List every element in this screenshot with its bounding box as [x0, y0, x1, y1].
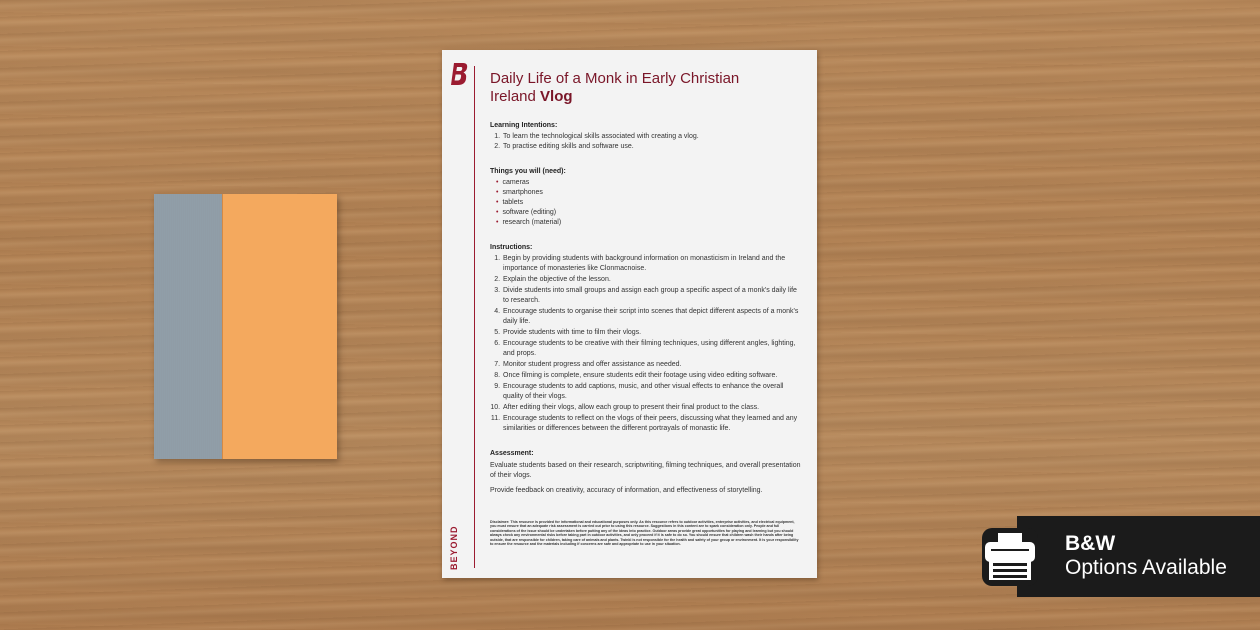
- list-item: 4. Encourage students to organise their script into scenes that depict different aspects of a monk's daily life.: [502, 307, 801, 327]
- learning-list: [490, 132, 801, 152]
- list-item: 6. Encourage students to be creative with their filming techniques, using different angles, lighting, and props.: [502, 339, 801, 359]
- list-item: 9. Encourage students to add captions, music, and other visual effects to enhance the overall quality of their vlogs.: [502, 382, 801, 402]
- title-line-2: Ireland: [490, 88, 541, 105]
- brand-vertical-text: BEYOND: [449, 525, 459, 570]
- list-item: 2. To practise editing skills and software use.: [502, 142, 801, 152]
- assessment-heading: Assessment:: [490, 450, 534, 457]
- assessment-paragraph-1: Evaluate students based on their research, scriptwriting, filming techniques, and overall presentation of their vlogs.: [490, 462, 801, 479]
- things-list: [490, 178, 801, 228]
- badge-subtitle: Options Available: [1065, 556, 1227, 579]
- list-item: • smartphones: [496, 188, 801, 198]
- list-item: 10. After editing their vlogs, allow each group to present their final product to the class.: [502, 403, 801, 413]
- assessment-paragraph-2: Provide feedback on creativity, accuracy of information, and effectiveness of storytelling.: [490, 487, 763, 494]
- notebook: [154, 194, 337, 459]
- margin-rule: [474, 66, 475, 568]
- title-line-1: Daily Life of a Monk in Early Christian: [490, 70, 740, 87]
- instructions-heading: Instructions:: [490, 244, 533, 251]
- printer-icon: [964, 526, 1056, 588]
- list-item: • research (material): [496, 218, 801, 228]
- things-heading: Things you will (need):: [490, 168, 566, 175]
- list-item: • software (editing): [496, 208, 801, 218]
- list-item: 8. Once filming is complete, ensure students edit their footage using video editing software.: [502, 371, 801, 381]
- list-item: 1. To learn the technological skills associated with creating a vlog.: [502, 132, 801, 142]
- disclaimer-text: Disclaimer: This resource is provided for informational and educational purposes only. As this resource refers to outdoor activities, enterprise activities, and electrical equipment, you must ensure that an adequate risk assessment is carried out prior to using this resource. Suggestions in this content are to spark consideration only. People and full considerations of the issue should be undertaken before putting any of the ideas into practice. Outdoor areas provide great opportunities for playing and learning but you should always check any environmental risks before taking part in outdoor activities, and only proceed if it is safe to do so. You should ensure that children wash their hands after being outside, that are responsible for children, taking care of animals and plants. Twinkl is not responsible for the health and safety of your group or environment. It is your responsibility to ensure the resource and the materials including if concerns are safe and appropriate to use in your situation.: [490, 520, 799, 547]
- list-item: • cameras: [496, 178, 801, 188]
- list-item: 2. Explain the objective of the lesson.: [502, 275, 801, 285]
- list-item: 3. Divide students into small groups and assign each group a specific aspect of a monk's daily life to research.: [502, 286, 801, 306]
- notebook-cover: [222, 194, 337, 459]
- beyond-b-logo-icon: [450, 60, 470, 88]
- title-bold-word: Vlog: [540, 88, 573, 105]
- badge-title: B&W: [1065, 532, 1116, 555]
- list-item: 11. Encourage students to reflect on the vlogs of their peers, discussing what they learned and any similarities or differences between the different portrayals of monastic life.: [502, 414, 801, 434]
- list-item: • tablets: [496, 198, 801, 208]
- worksheet-title: [490, 70, 801, 106]
- worksheet-content: [490, 70, 801, 496]
- learning-heading: Learning Intentions:: [490, 122, 558, 129]
- instructions-list: [490, 254, 801, 434]
- list-item: 5. Provide students with time to film their vlogs.: [502, 328, 801, 338]
- notebook-spine: [154, 194, 222, 459]
- worksheet: [442, 50, 817, 578]
- list-item: 7. Monitor student progress and offer assistance as needed.: [502, 360, 801, 370]
- list-item: 1. Begin by providing students with background information on monasticism in Ireland and the importance of monasteries like Clonmacnoise.: [502, 254, 801, 274]
